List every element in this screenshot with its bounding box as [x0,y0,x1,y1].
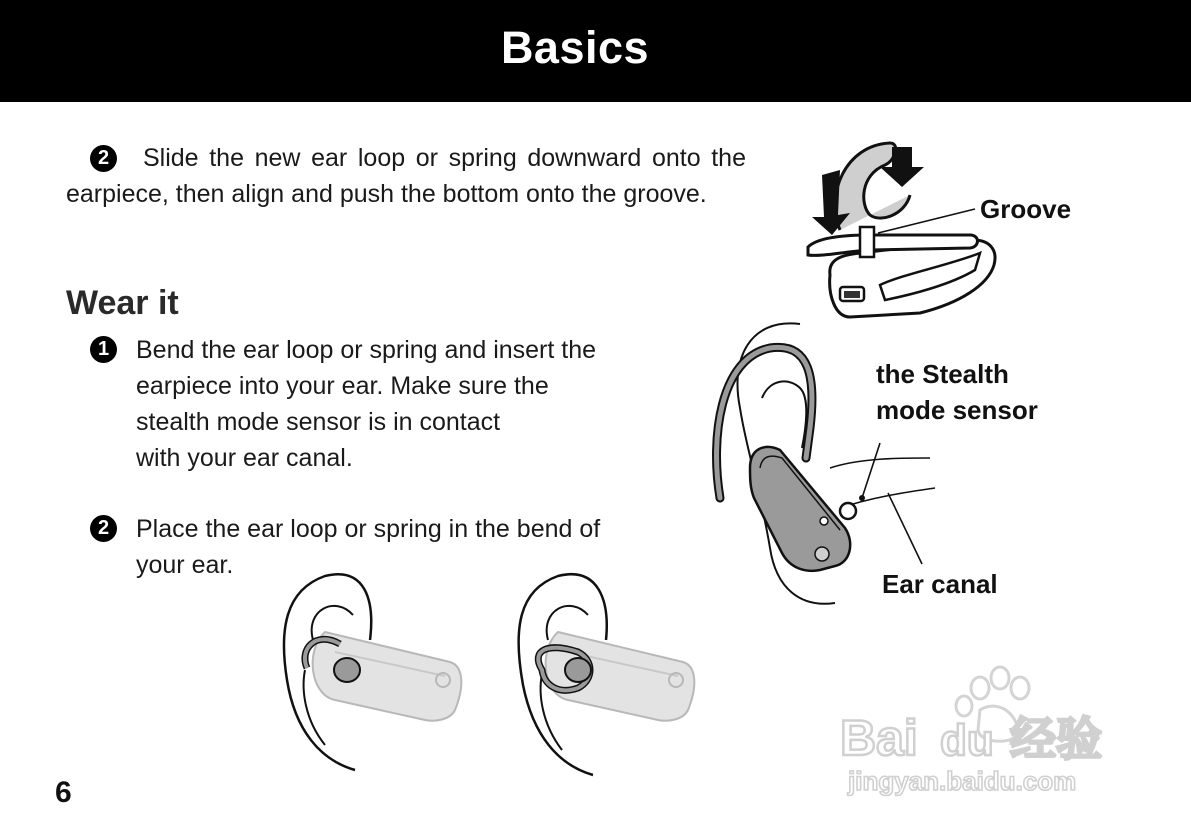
intro-text: Slide the new ear loop or spring downward onto the earpiece, then align and push the bottom onto the groove. [66,144,746,208]
intro-paragraph [66,140,746,212]
section-heading-wear-it: Wear it [66,284,179,322]
step-text: Bend the ear loop or spring and insert the earpiece into your ear. Make sure the stealth mode sensor is in contact with your ear canal. [136,336,597,472]
callout-groove: Groove [980,194,1072,224]
callout-stealth-sensor: the Stealth mode sensor [876,359,1038,425]
earpiece-groove-illustration [800,135,1000,325]
svg-text:Bai: Bai [840,710,918,766]
step-number-badge: 1 [90,336,117,363]
header-bar [0,0,1191,102]
svg-text:经验: 经验 [1010,712,1102,766]
step-number-badge: 2 [90,145,117,172]
step-text: Place the ear loop or spring in the bend of your ear. [136,515,601,579]
svg-text:du: du [940,716,994,765]
ear-loop-placement-illustration-left [265,570,465,770]
page-number: 6 [55,776,72,809]
baidu-watermark-logo [840,660,1130,800]
page-title: Basics [500,22,650,73]
callout-ear-canal: Ear canal [882,569,998,599]
step-number-badge: 2 [90,515,117,542]
svg-text:jingyan.baidu.com: jingyan.baidu.com [848,766,1077,796]
ear-loop-placement-illustration-right [498,570,698,775]
